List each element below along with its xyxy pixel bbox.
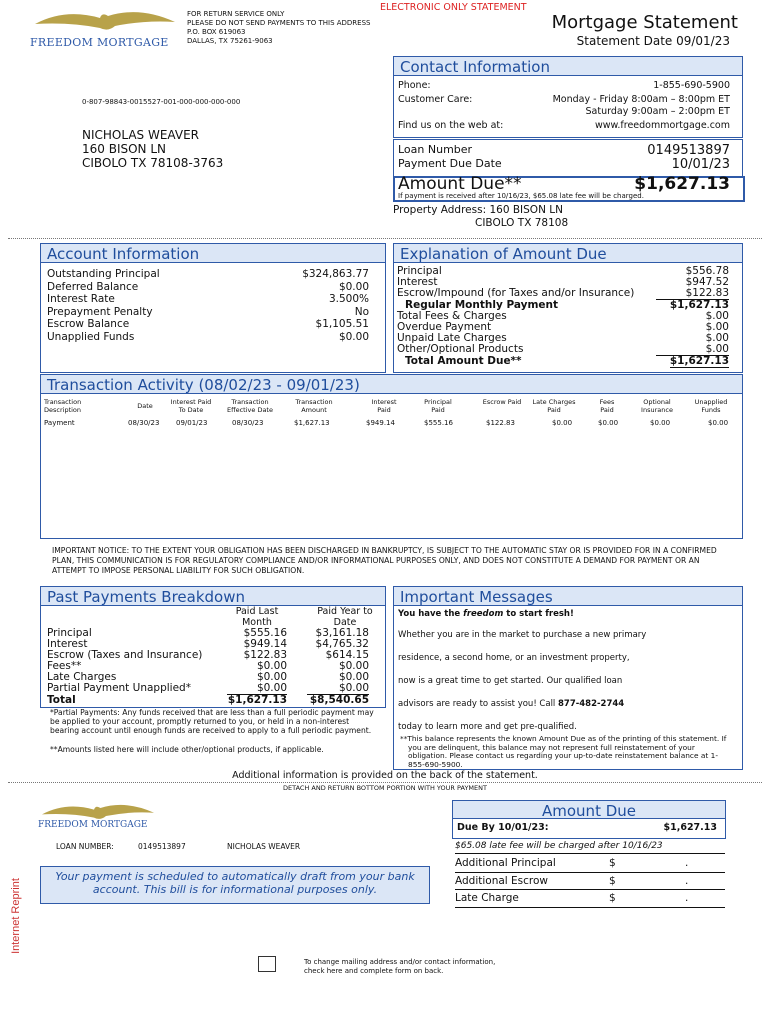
balance-note: **This balance represents the known Amount Due as of the printing of this statement. If you are delinquent, this balance may not represent full reinstatement of your obligation. Please contact us regarding your up-to-date reinstatement balance at 1-855-690-5900. [400,734,727,769]
coupon-line-label: Late Charge [455,892,519,904]
td-effective-date: 08/30/23 [232,419,264,427]
property-line1: Property Address: 160 BISON LN [393,204,563,216]
th-date: Date [137,402,153,410]
explanation-label: Principal [397,265,442,277]
borrower-city: CIBOLO TX 78108-3763 [82,156,224,170]
th-unapplied: Unapplied Funds [694,398,728,414]
account-row [47,306,369,319]
message-phone: 877-482-2744 [558,699,625,709]
past-label: Total [47,694,76,706]
account-label: Deferred Balance [47,280,139,293]
th-escrow-paid: Escrow Paid [482,398,522,406]
past-last-month: $555.16 [243,627,287,639]
account-rows [47,268,369,343]
coupon-line[interactable] [455,855,725,873]
detach-instruction: DETACH AND RETURN BOTTOM PORTION WITH YOUR PAYMENT [283,784,487,792]
coupon-line-dot: . [685,892,689,904]
coupon-amount-header: Amount Due [452,800,726,819]
coupon-line-symbol: $ [609,874,616,887]
partial-payments-note: *Partial Payments: Any funds received that are less than a full periodic payment may be applied to your account, promptly returned to you, or held in a non-interest bearing account until enough funds are received to apply to a full periodic payment. [50,708,374,735]
explanation-label: Escrow/Impound (for Taxes and/or Insurance) [397,287,635,299]
past-label: Interest [47,638,88,650]
message-line: now is a great time to get started. Our qualified loan [398,676,623,686]
web-link[interactable]: www.freedommortgage.com [594,120,730,131]
logo-text: FREEDOM MORTGAGE [30,36,169,49]
explanation-value: $.00 [705,310,729,322]
phone-number: 1-855-690-5900 [653,80,730,91]
change-note-line: check here and complete form on back. [304,967,444,975]
explanation-value: $1,627.13 [669,355,729,367]
explanation-value: $1,627.13 [669,299,729,311]
explanation-row [397,356,729,368]
explanation-value: $.00 [705,332,729,344]
td-principal-paid: $555.16 [424,419,453,427]
td-unapplied: $0.00 [708,419,729,427]
account-row [47,331,369,344]
internet-reprint-label: Internet Reprint [10,878,22,954]
coupon-line-dot: . [685,874,689,887]
past-label: Partial Payment Unapplied* [47,682,191,694]
past-payments-header: Past Payments Breakdown [40,586,386,606]
coupon-amount: $1,627.13 [663,822,717,833]
explanation-label: Overdue Payment [397,321,492,333]
transaction-header: Transaction Activity (08/02/23 - 09/01/23) [40,374,743,394]
th-interest-paid: Interest Paid [371,398,397,414]
past-last-month: $0.00 [227,683,287,695]
account-row [47,293,369,306]
return-line: DALLAS, TX 75261-9063 [187,37,273,45]
th-principal-paid: Principal Paid [424,398,452,414]
headline-pre: You have the [398,609,464,619]
td-amount: $1,627.13 [294,419,330,427]
account-value: $0.00 [338,280,369,293]
loan-number-row [398,143,730,158]
message-line: Whether you are in the market to purchase a new primary [398,630,647,640]
th-amount: Transaction Amount [295,398,333,414]
td-interest-paid-to: 09/01/23 [176,419,208,427]
web-row [398,120,730,132]
th-optional-insurance: Optional Insurance [641,398,673,414]
coupon-lines [455,855,725,908]
explanation-label: Regular Monthly Payment [405,299,559,311]
td-date: 08/30/23 [128,419,160,427]
care-hours-weekday: Monday - Friday 8:00am – 8:00pm ET [552,94,730,105]
transaction-box [40,393,743,539]
care-hours [553,94,730,118]
coupon-due-row [457,822,717,834]
loan-number: 0149513897 [647,143,730,158]
past-last-month: $949.14 [243,638,287,650]
divider [8,238,762,239]
coupon-name: NICHOLAS WEAVER [227,842,301,851]
account-row [47,268,369,281]
coupon-line-label: Additional Escrow [455,874,549,887]
explanation-header: Explanation of Amount Due [393,243,743,263]
bankruptcy-notice: IMPORTANT NOTICE: TO THE EXTENT YOUR OBLIGATION HAS BEEN DISCHARGED IN BANKRUPTCY, IS SUBJECT TO THE AUTOMATIC STAY OR IS PROVIDED FOR IN A CONFIRMED PLAN, THIS COMMUNICATION IS FOR REGULATORY COMPLIANCE AND/OR INFORMATIONAL PURPOSES ONLY, AND DOES NOT CONSTITUTE A DEMAND FOR PAYMENT OR AN ATTEMPT TO IMPOSE PERSONAL LIABILITY FOR SUCH OBLIGATION. [52,546,717,575]
explanation-value: $556.78 [685,265,729,277]
amount-due-row [398,174,730,194]
borrower-name: NICHOLAS WEAVER [82,128,199,142]
change-note-line: To change mailing address and/or contact information, [304,958,496,966]
freedom-mortgage-logo [30,6,180,48]
explanation-label: Interest [397,276,438,288]
web-label: Find us on the web at: [398,120,504,131]
explanation-value: $122.83 [656,288,729,300]
past-ytd: $8,540.65 [309,694,369,706]
phone-label: Phone: [398,80,431,91]
account-label: Unapplied Funds [47,330,135,343]
past-col2-header: Paid Year to Date [317,606,373,628]
amount-due-label: Amount Due** [398,174,522,194]
headline-em: freedom [463,609,504,619]
past-rows [47,628,369,706]
past-last-month: $122.83 [243,649,287,661]
account-row [47,281,369,294]
past-label: Principal [47,627,92,639]
return-address [187,10,427,46]
message-line: residence, a second home, or an investment property, [398,653,630,663]
td-optional-insurance: $0.00 [650,419,671,427]
past-last-month: $0.00 [256,671,287,683]
borrower-address [82,128,223,170]
address-change-checkbox[interactable] [258,956,276,972]
messages-headline [398,609,574,619]
td-interest-paid: $949.14 [366,419,395,427]
contact-phone-row [398,80,730,92]
account-label: Prepayment Penalty [47,305,153,318]
return-line: P.O. BOX 619063 [187,28,246,36]
account-value: 3.500% [328,293,369,305]
coupon-loan-label: LOAN NUMBER: [56,842,114,851]
past-ytd: $3,161.18 [315,627,369,639]
eagle-icon [30,6,180,36]
autodraft-text: Your payment is scheduled to automatically draft from your bank account. This bill is for informational purposes only. [55,870,415,896]
electronic-statement-label: ELECTRONIC ONLY STATEMENT [380,2,527,13]
statement-title: Mortgage Statement [551,12,738,33]
amount-due-value: $1,627.13 [634,174,730,194]
coupon-loan-number: 0149513897 [138,842,186,851]
account-info-header: Account Information [40,243,386,263]
coupon-line[interactable] [455,873,725,891]
explanation-label: Total Amount Due** [405,355,522,367]
barcode-number: 0-807-98843-0015527-001-000-000-000-000 [82,98,241,106]
coupon-line-symbol: $ [609,892,616,904]
explanation-row [397,266,729,277]
account-label: Interest Rate [47,293,115,305]
message-line [398,693,734,716]
property-address [393,204,568,229]
care-label: Customer Care: [398,94,473,105]
past-row [47,695,369,706]
past-ytd: $0.00 [338,660,369,672]
account-row [47,318,369,331]
explanation-value: $947.52 [685,276,729,288]
past-ytd: $0.00 [338,671,369,683]
message-line: today to learn more and get pre-qualified. [398,722,577,732]
explanation-label: Total Fees & Charges [397,310,507,322]
explanation-value: $.00 [705,321,729,333]
due-date-row [398,157,730,172]
past-col1-header: Paid Last Month [235,606,279,628]
past-label: Fees** [47,660,82,672]
past-label: Late Charges [47,671,117,683]
detach-line [8,782,762,783]
return-line: FOR RETURN SERVICE ONLY [187,10,285,18]
additional-info: Additional information is provided on the back of the statement. [232,770,538,781]
loan-number-label: Loan Number [398,143,473,156]
past-ytd: $0.00 [307,683,369,695]
messages-header: Important Messages [393,586,743,606]
account-value: $0.00 [338,330,369,343]
past-last-month: $0.00 [256,660,287,672]
return-line: PLEASE DO NOT SEND PAYMENTS TO THIS ADDRESS [187,19,371,27]
td-fees-paid: $0.00 [598,419,619,427]
th-fees-paid: Fees Paid [599,398,615,414]
messages-body [398,624,734,739]
th-late-charges: Late Charges Paid [532,398,576,414]
borrower-street: 160 BISON LN [82,142,167,156]
explanation-label: Other/Optional Products [397,343,524,355]
message-call-text: advisors are ready to assist you! Call [398,699,558,709]
account-label: Escrow Balance [47,318,130,330]
explanation-value: $.00 [656,344,729,356]
explanation-rows [397,266,729,368]
amounts-note: **Amounts listed here will include other/optional products, if applicable. [50,745,324,754]
account-label: Outstanding Principal [47,268,160,280]
past-ytd: $4,765.32 [315,638,369,650]
statement-date: Statement Date 09/01/23 [576,34,730,48]
account-value: $1,105.51 [315,318,369,330]
td-late-charges: $0.00 [552,419,573,427]
headline-post: to start fresh! [503,609,574,619]
coupon-line-dot: . [685,857,689,869]
coupon-line-symbol: $ [609,857,616,869]
th-effective-date: Transaction Effective Date [227,398,273,414]
due-date: 10/01/23 [671,157,730,172]
td-description: Payment [44,419,75,427]
th-description: Transaction Description [44,398,82,414]
coupon-due-by: Due By 10/01/23: [457,822,549,833]
care-hours-saturday: Saturday 9:00am – 2:00pm ET [585,106,730,117]
coupon-late-fee: $65.08 late fee will be charged after 10/16/23 [455,840,725,854]
past-label: Escrow (Taxes and Insurance) [47,649,203,661]
coupon-logo-text: FREEDOM MORTGAGE [38,820,148,830]
late-fee-note: If payment is received after 10/16/23, $65.08 late fee will be charged. [398,192,644,200]
explanation-label: Unpaid Late Charges [397,332,507,344]
account-value: $324,863.77 [302,268,369,280]
due-date-label: Payment Due Date [398,157,502,170]
td-escrow-paid: $122.83 [486,419,515,427]
address-change-note [304,958,495,976]
coupon-logo [38,800,158,834]
property-line2: CIBOLO TX 78108 [475,216,569,229]
coupon-line[interactable] [455,890,725,908]
past-row [47,650,369,661]
past-last-month: $1,627.13 [227,694,287,706]
account-value: No [354,305,369,318]
coupon-line-label: Additional Principal [455,857,556,869]
th-interest-paid-to: Interest Paid To Date [170,398,212,414]
contact-info-header: Contact Information [393,56,743,76]
past-ytd: $614.15 [325,649,369,661]
